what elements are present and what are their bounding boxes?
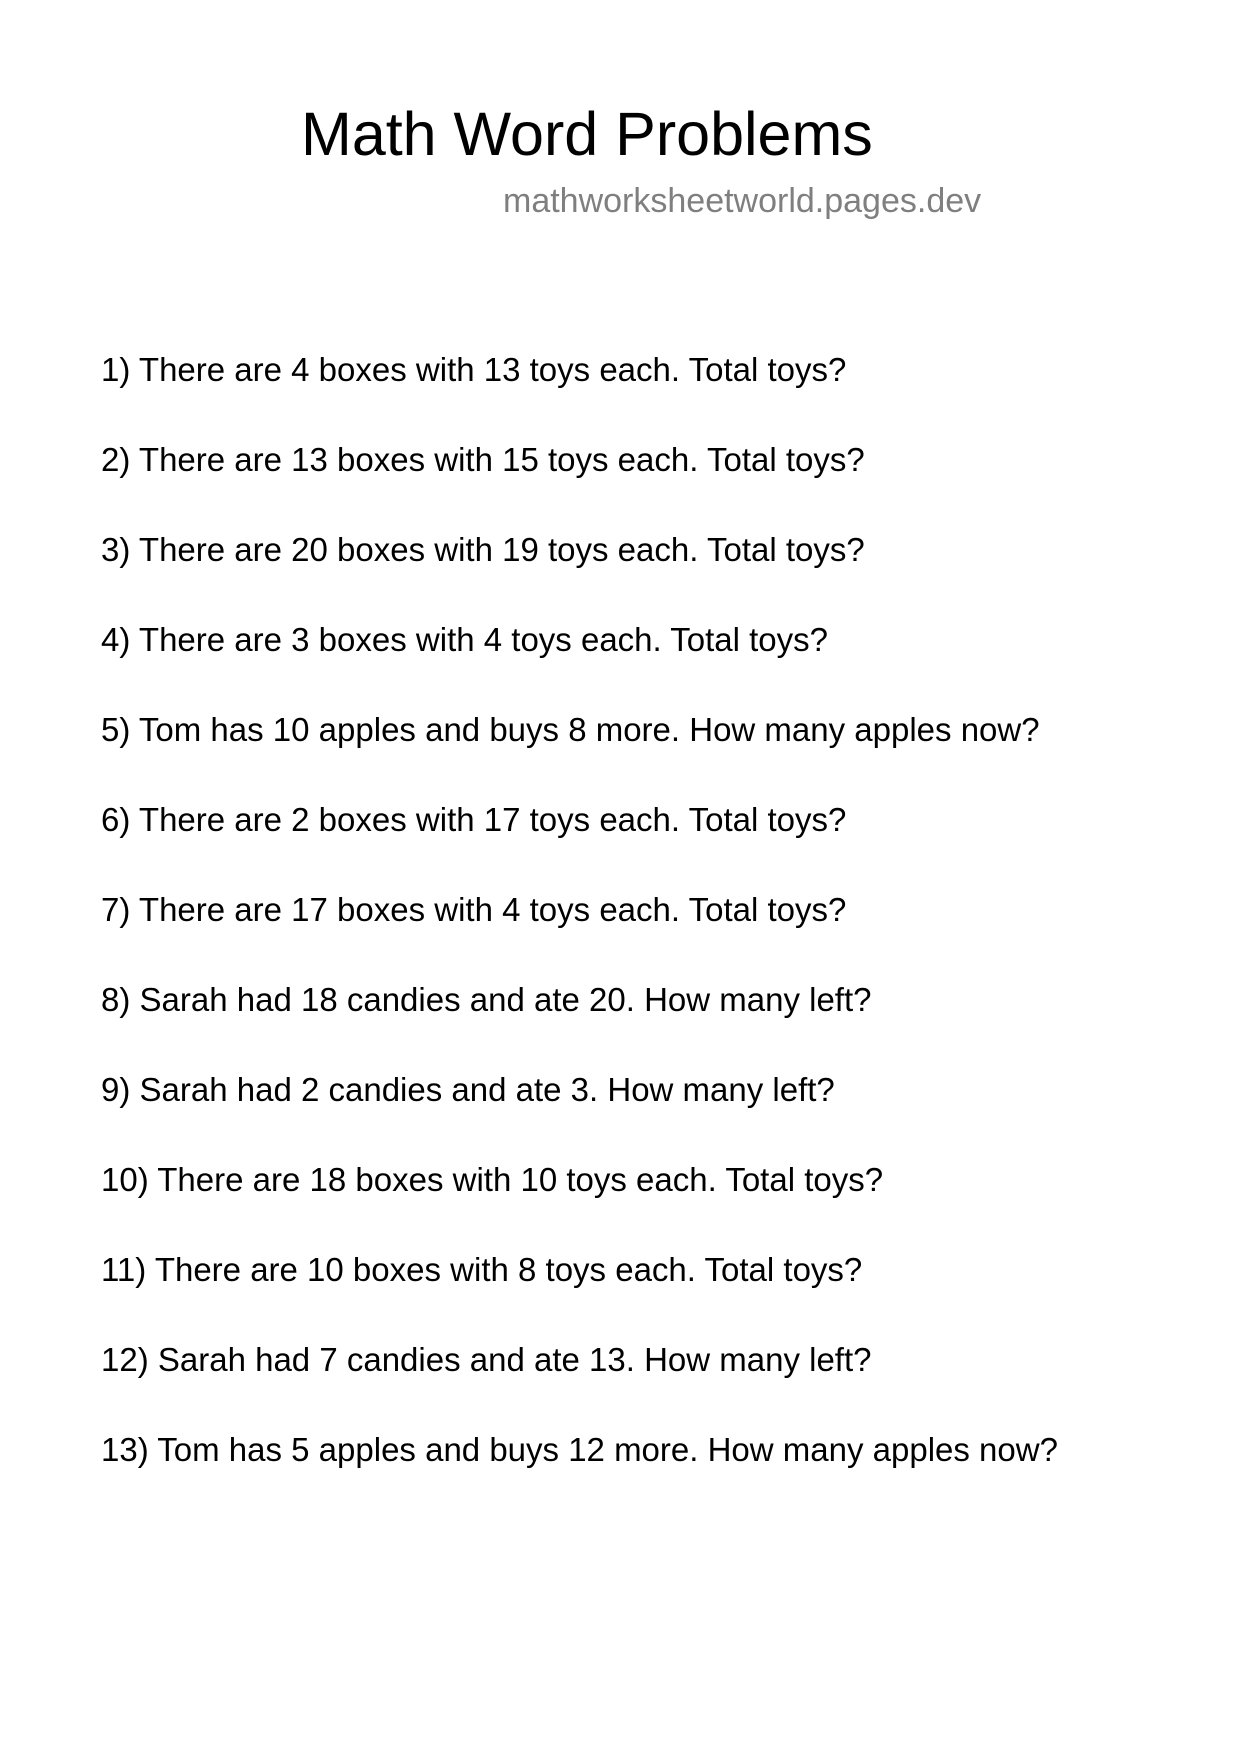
- problem-item: 4) There are 3 boxes with 4 toys each. Total toys?: [101, 621, 829, 658]
- problem-item: 6) There are 2 boxes with 17 toys each. Total toys?: [101, 801, 847, 838]
- source-url: mathworksheetworld.pages.dev: [503, 182, 982, 220]
- problem-item: 7) There are 17 boxes with 4 toys each. Total toys?: [101, 891, 847, 928]
- problem-item: 3) There are 20 boxes with 19 toys each. Total toys?: [101, 531, 865, 568]
- problem-item: 10) There are 18 boxes with 10 toys each. Total toys?: [101, 1161, 884, 1198]
- problem-item: 1) There are 4 boxes with 13 toys each. Total toys?: [101, 351, 847, 388]
- problem-item: 9) Sarah had 2 candies and ate 3. How many left?: [101, 1071, 835, 1108]
- page-title: Math Word Problems: [301, 100, 873, 168]
- problem-item: 2) There are 13 boxes with 15 toys each. Total toys?: [101, 441, 865, 478]
- problem-item: 12) Sarah had 7 candies and ate 13. How many left?: [101, 1341, 872, 1378]
- problem-item: 11) There are 10 boxes with 8 toys each. Total toys?: [101, 1251, 863, 1288]
- problem-item: 13) Tom has 5 apples and buys 12 more. How many apples now?: [101, 1431, 1058, 1468]
- problem-item: 8) Sarah had 18 candies and ate 20. How many left?: [101, 981, 872, 1018]
- problem-item: 5) Tom has 10 apples and buys 8 more. How many apples now?: [101, 711, 1040, 748]
- problem-list: [101, 350, 1058, 1520]
